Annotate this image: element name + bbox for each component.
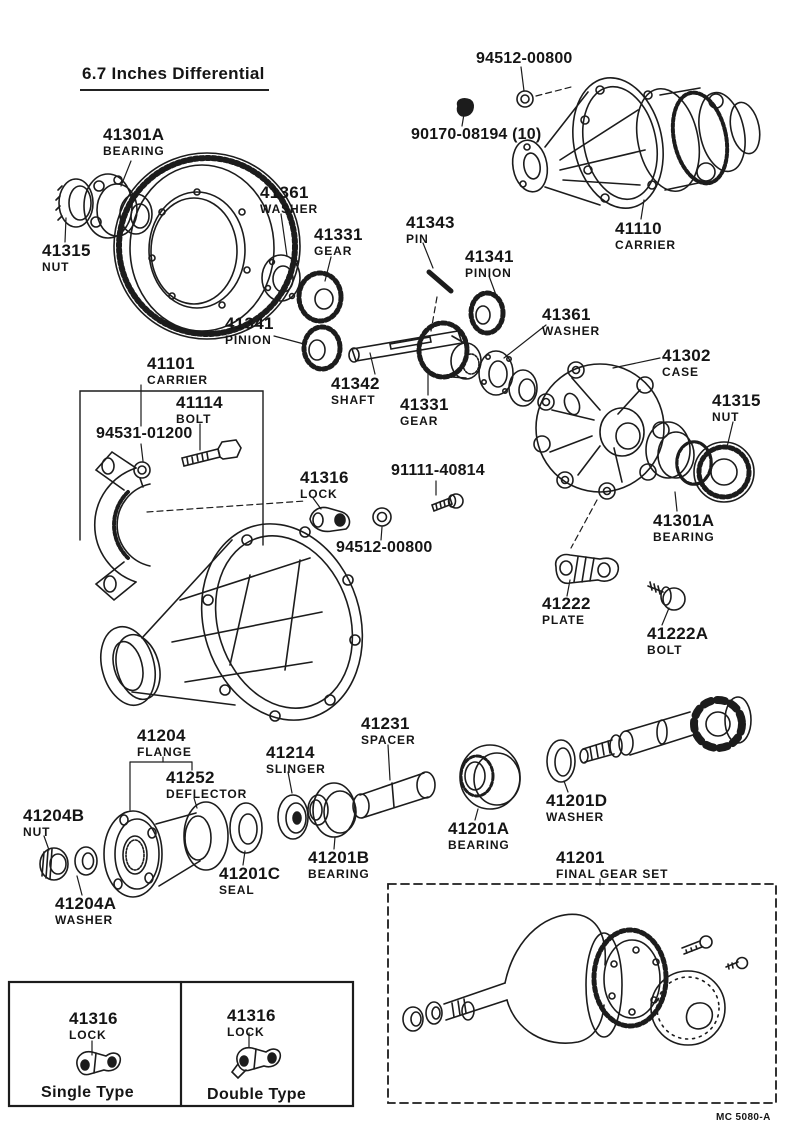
part-code: 41201D xyxy=(546,791,608,810)
part-label-94512-00800-top xyxy=(476,51,573,68)
part-label-41331-1 xyxy=(314,226,363,257)
single-type-caption: Single Type xyxy=(41,1084,135,1101)
part-name: CARRIER xyxy=(147,372,208,387)
part-label-41342 xyxy=(331,375,380,406)
part-label-41222a xyxy=(647,625,708,656)
part-code: 41331 xyxy=(314,225,363,244)
part-name: PINION xyxy=(465,265,512,280)
part-name: DEFLECTOR xyxy=(166,786,248,801)
part-label-94531-01200 xyxy=(96,426,193,443)
part-name: BEARING xyxy=(448,837,510,852)
page-title: 6.7 Inches Differential xyxy=(80,64,269,91)
part-name: LOCK xyxy=(69,1027,107,1042)
washer-2-drawing xyxy=(479,351,513,395)
part-label-41301a-right xyxy=(653,512,715,543)
part-code: 41301A xyxy=(653,511,715,530)
carrier-bolt-drawing xyxy=(182,440,241,466)
part-label-41114 xyxy=(176,394,223,425)
pinion-shaft-cross-drawing xyxy=(349,331,462,362)
part-label-41315-left xyxy=(42,242,91,273)
part-name: LOCK xyxy=(227,1024,265,1039)
part-label-41222 xyxy=(542,595,591,626)
part-label-41341-right xyxy=(465,248,514,279)
pinion-left-drawing xyxy=(303,326,341,370)
part-code: 41114 xyxy=(176,393,223,412)
plate-drawing xyxy=(556,555,619,584)
part-code: 41222 xyxy=(542,594,591,613)
part-label-41343 xyxy=(406,214,455,245)
part-code: 41316 xyxy=(300,468,349,487)
part-label-41214 xyxy=(266,744,326,775)
part-label-41204a xyxy=(55,895,116,926)
part-label-94512-00800-mid xyxy=(336,540,433,557)
part-code: 91111-40814 xyxy=(391,462,485,479)
part-code: 41214 xyxy=(266,743,315,762)
small-bolt-drawing xyxy=(432,494,463,511)
part-name: BOLT xyxy=(647,642,683,657)
part-name: NUT xyxy=(42,259,70,274)
part-label-41204b xyxy=(23,807,84,838)
part-code: 41341 xyxy=(225,314,274,333)
part-label-41361-1 xyxy=(260,184,318,215)
document-code: MC 5080-A xyxy=(716,1112,771,1123)
part-label-41201c xyxy=(219,865,280,896)
part-code: 41252 xyxy=(166,768,215,787)
part-label-41201a xyxy=(448,820,510,851)
part-code: 41316 xyxy=(227,1006,276,1025)
part-name: SEAL xyxy=(219,882,255,897)
part-name: LOCK xyxy=(300,486,338,501)
part-label-41201b xyxy=(308,849,370,880)
part-label-41361-2 xyxy=(542,306,600,337)
part-name: BEARING xyxy=(653,529,715,544)
part-name: SLINGER xyxy=(266,761,326,776)
part-code: 41342 xyxy=(331,374,380,393)
part-code: 41204A xyxy=(55,894,117,913)
part-name: BEARING xyxy=(103,143,165,158)
carrier-group-bracket xyxy=(80,391,263,545)
part-label-91111-40814 xyxy=(391,463,485,480)
part-code: 41315 xyxy=(712,391,761,410)
double-type-caption: Double Type xyxy=(207,1086,307,1103)
part-name: NUT xyxy=(23,824,51,839)
part-label-41201d xyxy=(546,792,607,823)
part-name: PINION xyxy=(225,332,272,347)
part-label-41331-2 xyxy=(400,396,449,427)
part-name: FINAL GEAR SET xyxy=(556,866,669,881)
pin-drawing xyxy=(429,272,451,291)
part-code: 41201 xyxy=(556,848,605,867)
small-nut-drawing xyxy=(373,508,391,526)
plate-bolt-drawing xyxy=(648,582,685,610)
part-name: PLATE xyxy=(542,612,585,627)
part-code: 41201B xyxy=(308,848,370,867)
part-label-41302 xyxy=(662,347,711,378)
final-gear-set-box xyxy=(388,884,776,1103)
part-label-41316-mid xyxy=(300,469,349,500)
part-code: 41301A xyxy=(103,125,165,144)
part-code: 41315 xyxy=(42,241,91,260)
part-label-41101 xyxy=(147,355,208,386)
part-label-41301a-left xyxy=(103,126,165,157)
part-code: 41101 xyxy=(147,354,195,373)
part-label-41316-double xyxy=(227,1007,276,1038)
part-code: 41343 xyxy=(406,213,455,232)
part-code: 94512-00800 xyxy=(336,539,433,556)
adjusting-nut-right-drawing xyxy=(694,442,754,502)
part-code: 41361 xyxy=(260,183,309,202)
part-name: SPACER xyxy=(361,732,416,747)
ring-gear-drawing xyxy=(114,153,300,339)
part-name: BEARING xyxy=(308,866,370,881)
part-code: 41361 xyxy=(542,305,591,324)
part-code: 41204B xyxy=(23,806,85,825)
part-name: WASHER xyxy=(55,912,114,927)
part-code: 90170-08194 (10) xyxy=(411,126,542,143)
part-label-41252 xyxy=(166,769,247,800)
part-name: NUT xyxy=(712,409,740,424)
part-name: BOLT xyxy=(176,411,212,426)
part-name: WASHER xyxy=(260,201,319,216)
diff-case-drawing xyxy=(509,362,669,499)
part-code: 41204 xyxy=(137,726,186,745)
part-code: 94512-00800 xyxy=(476,50,573,67)
part-label-41315-right xyxy=(712,392,761,423)
part-label-41316-single xyxy=(69,1010,118,1041)
part-name: GEAR xyxy=(400,413,439,428)
part-label-41201 xyxy=(556,849,668,880)
pinion-right-drawing xyxy=(470,292,504,334)
part-code: 41316 xyxy=(69,1009,118,1028)
part-label-41110 xyxy=(615,220,676,251)
side-gear-2-drawing xyxy=(418,322,481,379)
part-name: CASE xyxy=(662,364,699,379)
lock-plate-drawing xyxy=(310,507,349,531)
part-label-90170-08194 xyxy=(411,127,541,144)
part-code: 41341 xyxy=(465,247,514,266)
side-gear-1-drawing xyxy=(298,272,342,322)
part-code: 41302 xyxy=(662,346,711,365)
part-name: FLANGE xyxy=(137,744,192,759)
part-name: SHAFT xyxy=(331,392,376,407)
part-name: CARRIER xyxy=(615,237,676,252)
part-code: 41201A xyxy=(448,819,510,838)
part-name: WASHER xyxy=(542,323,601,338)
drive-pinion-drawing xyxy=(580,697,751,763)
part-code: 41110 xyxy=(615,219,662,238)
part-name: GEAR xyxy=(314,243,353,258)
part-code: 41331 xyxy=(400,395,449,414)
carrier-screw-drawing xyxy=(134,462,150,487)
part-code: 94531-01200 xyxy=(96,425,193,442)
part-name: WASHER xyxy=(546,809,605,824)
part-label-41204 xyxy=(137,727,192,758)
part-code: 41222A xyxy=(647,624,709,643)
part-label-41341-left xyxy=(225,315,274,346)
part-code: 41231 xyxy=(361,714,410,733)
part-label-41231 xyxy=(361,715,416,746)
part-name: PIN xyxy=(406,231,429,246)
part-code: 41201C xyxy=(219,864,281,883)
